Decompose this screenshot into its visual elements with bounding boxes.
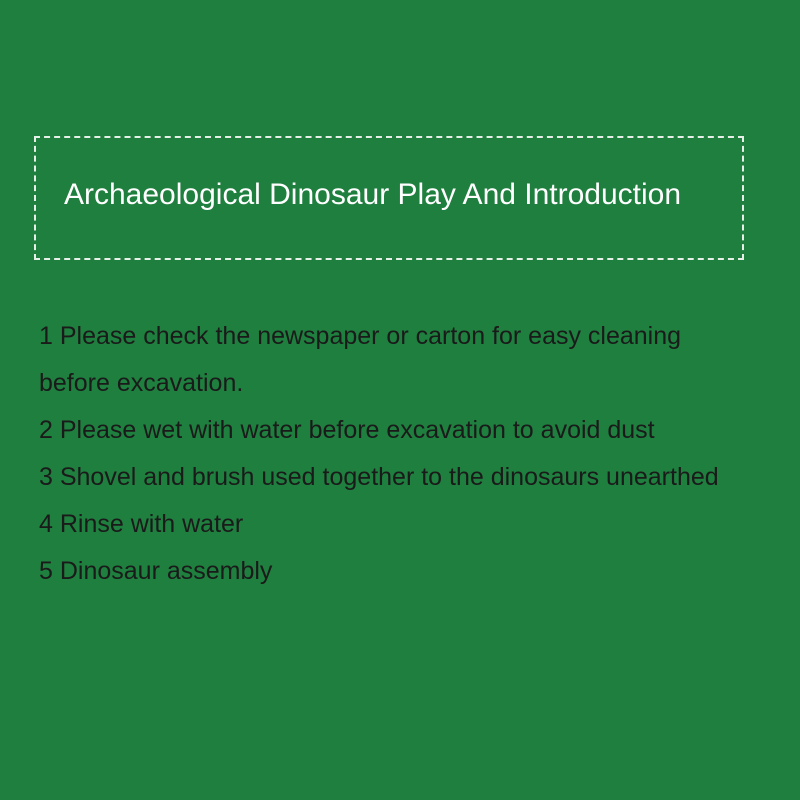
instruction-list: [39, 313, 789, 595]
page-title: Archaeological Dinosaur Play And Introduction: [64, 178, 682, 211]
instruction-line: before excavation.: [39, 369, 244, 397]
instruction-line: 4 Rinse with water: [39, 510, 244, 538]
instruction-line: 1 Please check the newspaper or carton for easy cleaning: [39, 322, 682, 350]
instruction-line: 3 Shovel and brush used together to the dinosaurs unearthed: [39, 463, 719, 491]
instruction-line: 5 Dinosaur assembly: [39, 557, 273, 585]
instruction-line: 2 Please wet with water before excavation to avoid dust: [39, 416, 655, 444]
